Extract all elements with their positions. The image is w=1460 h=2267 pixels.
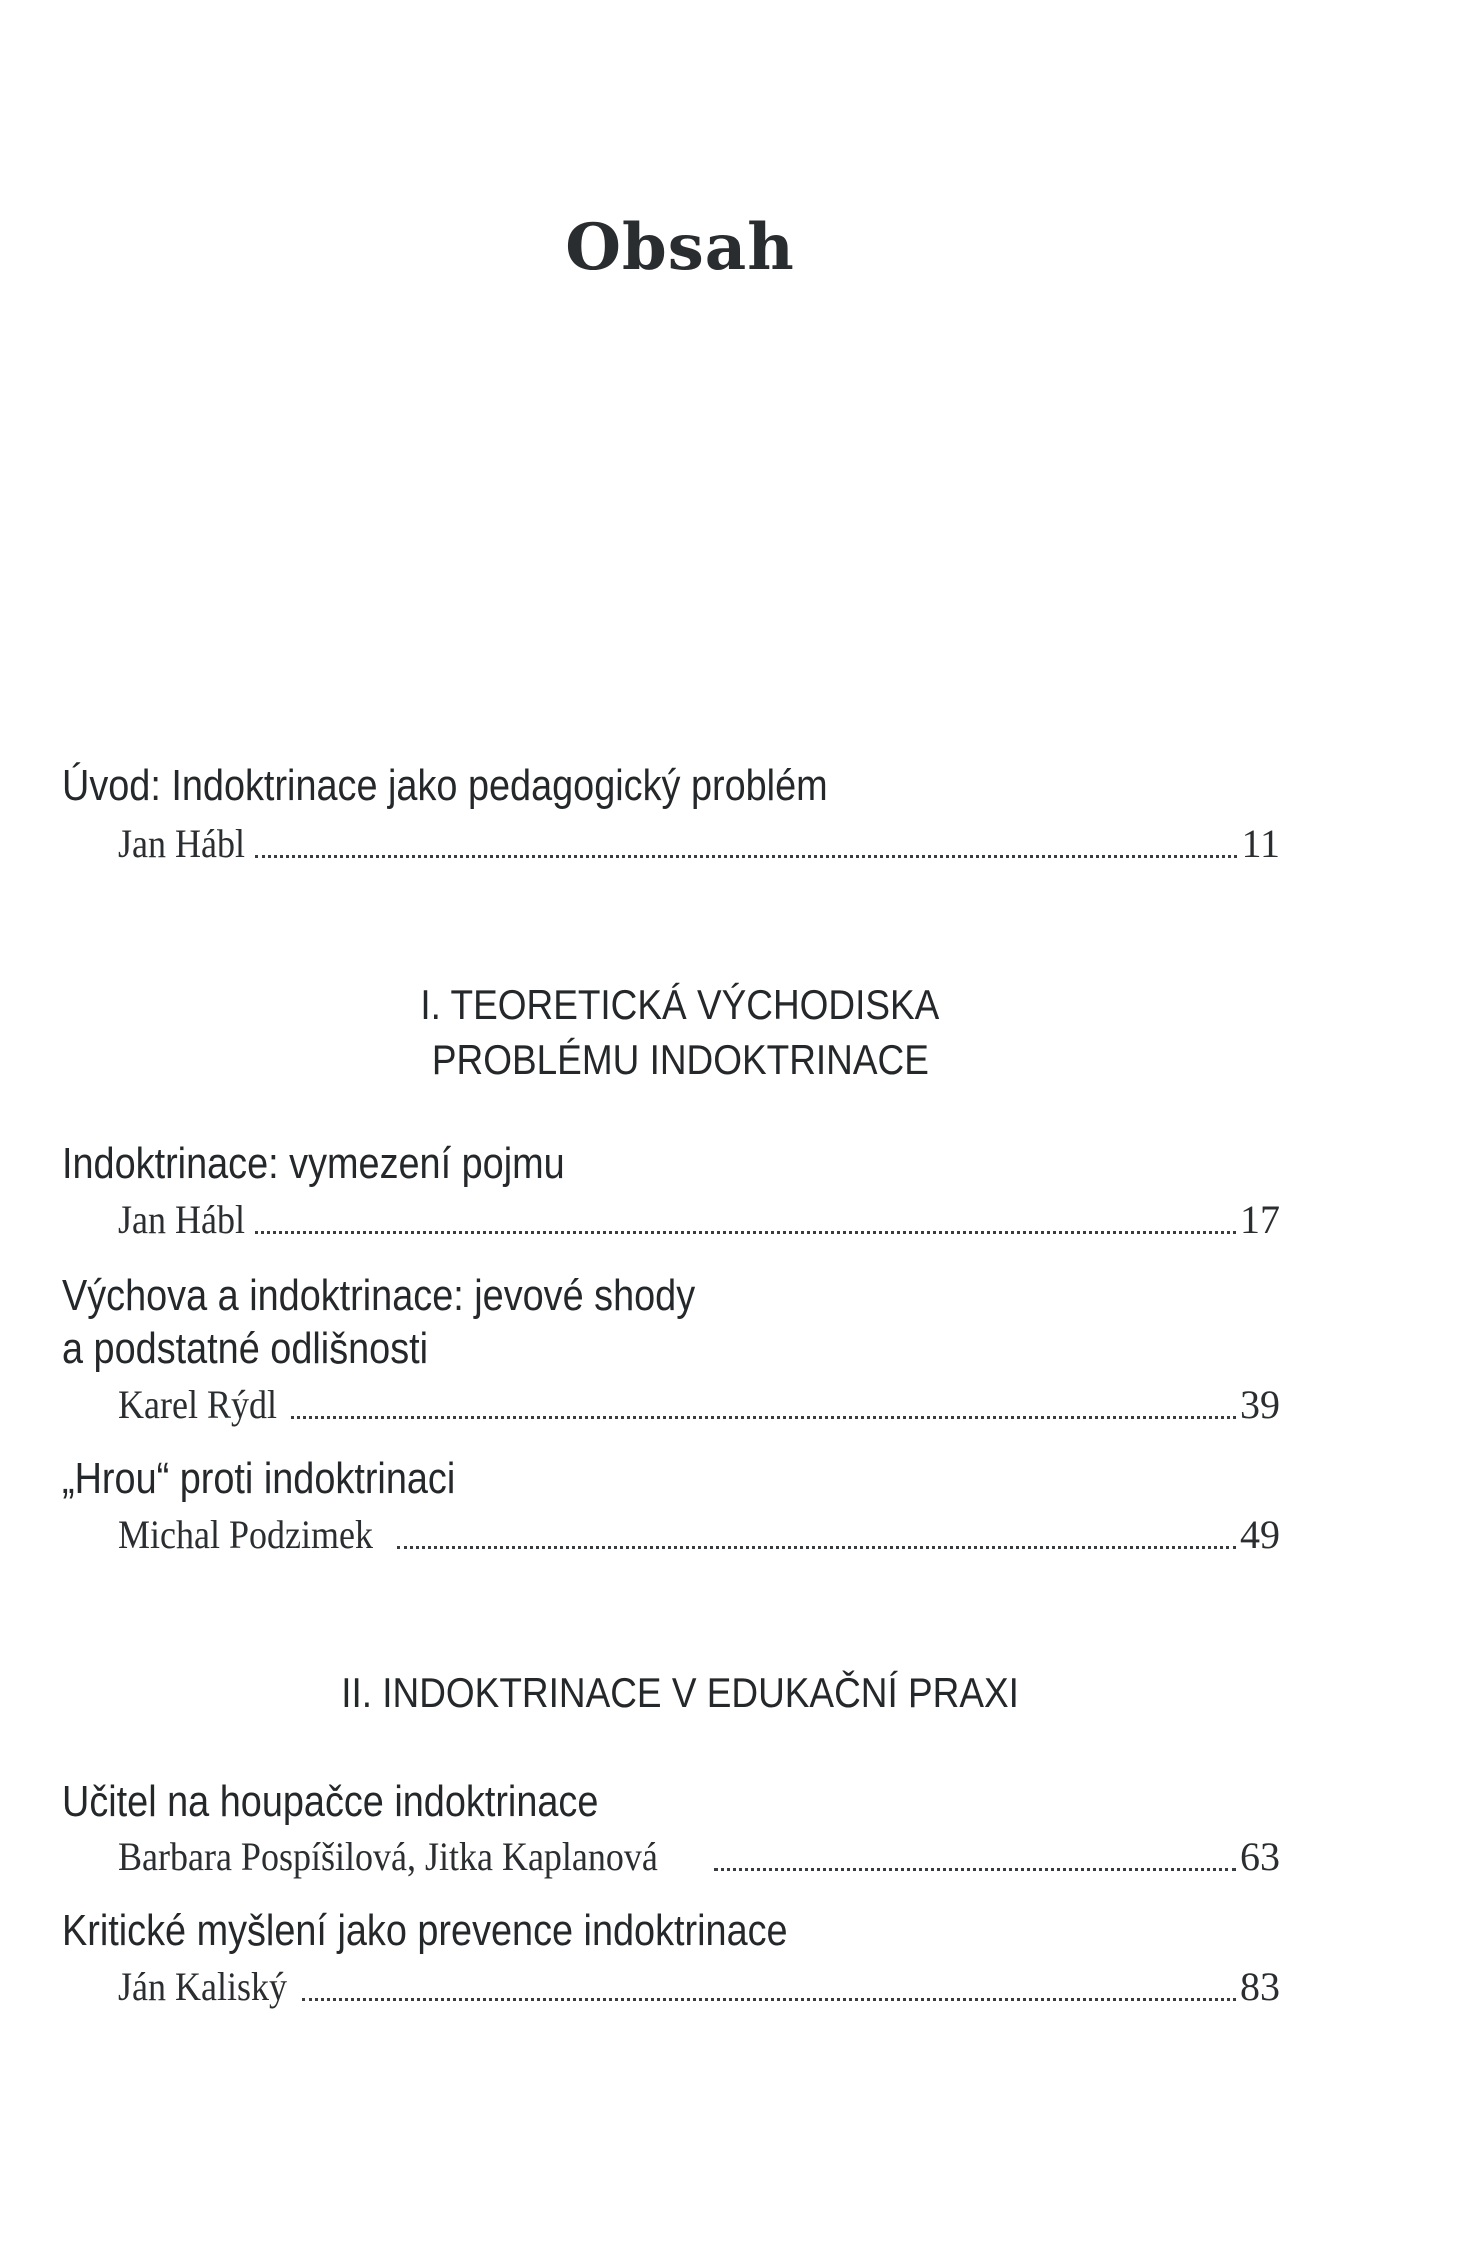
toc-page-number: 17 [1240, 1197, 1280, 1242]
dot-leader [255, 1231, 1236, 1234]
toc-entry-author: Michal Podzimek [118, 1512, 373, 1557]
toc-entry-author: Karel Rýdl [118, 1382, 277, 1427]
toc-entry-title[interactable]: Výchova a indoktrinace: jevové shody [62, 1271, 696, 1320]
toc-entry-author-row[interactable] [118, 1198, 1280, 1242]
toc-entry-author-row[interactable] [118, 1513, 1280, 1557]
dot-leader [397, 1546, 1236, 1549]
toc-entry-title[interactable]: Učitel na houpačce indoktrinace [62, 1777, 599, 1826]
section-heading: I. TEORETICKÁ VÝCHODISKA [420, 981, 940, 1028]
toc-entry-author: Barbara Pospíšilová, Jitka Kaplanová [118, 1834, 658, 1879]
toc-page-number: 39 [1240, 1382, 1280, 1427]
dot-leader [714, 1868, 1236, 1871]
toc-page-number: 63 [1240, 1834, 1280, 1879]
toc-page-number: 83 [1240, 1964, 1280, 2009]
toc-entry-author-row[interactable] [118, 1965, 1280, 2009]
toc-entry-title[interactable]: „Hrou“ proti indoktrinaci [62, 1454, 456, 1503]
dot-leader [291, 1416, 1236, 1419]
toc-entry-author-row[interactable] [118, 1835, 1280, 1879]
dot-leader [255, 855, 1237, 858]
toc-entry-author-row[interactable] [118, 822, 1280, 866]
toc-entry-title[interactable]: Indoktrinace: vymezení pojmu [62, 1139, 565, 1188]
dot-leader [302, 1998, 1236, 2001]
section-heading: II. INDOKTRINACE V EDUKAČNÍ PRAXI [341, 1669, 1019, 1716]
section-heading-line2: PROBLÉMU INDOKTRINACE [431, 1036, 929, 1083]
toc-entry-author: Jan Hábl [118, 821, 245, 866]
toc-entry-title[interactable]: Kritické myšlení jako prevence indoktrinace [62, 1906, 788, 1955]
toc-entry-author-row[interactable] [118, 1383, 1280, 1427]
toc-page-number: 11 [1241, 821, 1280, 866]
page-title: Obsah [565, 210, 795, 285]
toc-entry-author: Jan Hábl [118, 1197, 245, 1242]
toc-entry-title[interactable]: Úvod: Indoktrinace jako pedagogický problém [62, 761, 828, 810]
toc-entry-author: Ján Kaliský [118, 1964, 287, 2009]
toc-page-number: 49 [1240, 1512, 1280, 1557]
toc-entry-title-line2[interactable]: a podstatné odlišnosti [62, 1324, 429, 1373]
